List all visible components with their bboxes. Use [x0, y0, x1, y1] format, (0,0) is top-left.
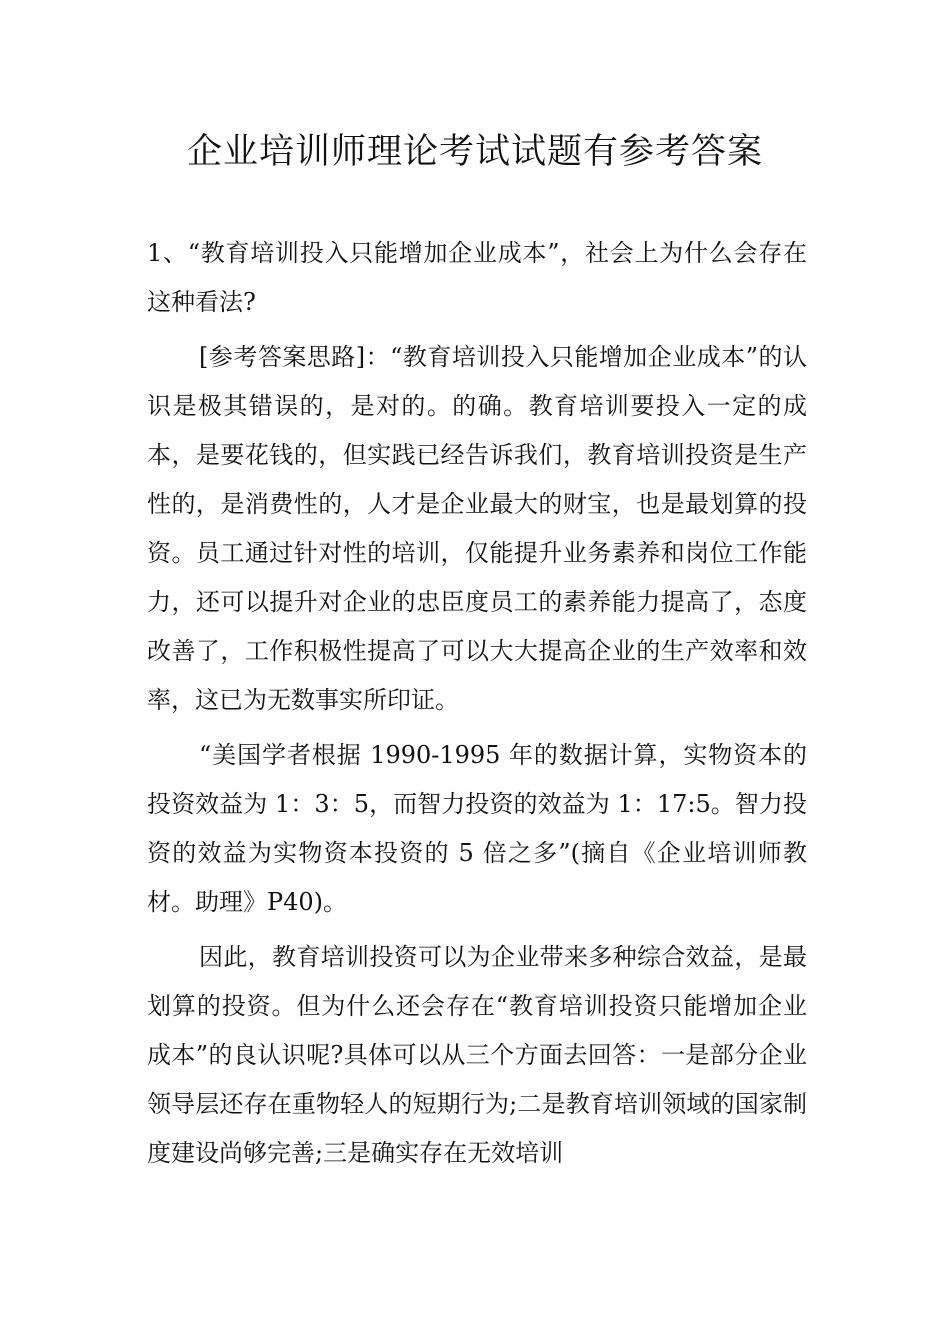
paragraph-answer-reasoning: [参考答案思路]：“教育培训投入只能增加企业成本”的认识是极其错误的，是对的。的确。教育培训要投入一定的成本，是要花钱的，但实践已经告诉我们，教育培训投资是生产性的，是消费性的，人才是企业最大的财宝，也是最划算的投资。员工通过针对性的培训，仅能提升业务素养和岗位工作能力，还可以提升对企业的忠臣度员工的素养能力提高了，态度改善了，工作积极性提高了可以大大提高企业的生产效率和效率，这已为无数事实所印证。	[147, 343, 807, 714]
paragraph-question-1: 1、“教育培训投入只能增加企业成本”，社会上为什么会存在这种看法?	[147, 239, 807, 316]
paragraph-quotation: “美国学者根据 1990-1995 年的数据计算，实物资本的投资效益为 1：3：5，而智力投资的效益为 1：17:5。智力投资的效益为实物资本投资的 5 倍之多”(摘自《企业培训师教材。助理》P40)。	[147, 741, 807, 916]
document-title: 企业培训师理论考试试题有参考答案	[186, 132, 763, 172]
document-body	[147, 229, 807, 1184]
paragraph-conclusion: 因此，教育培训投资可以为企业带来多种综合效益，是最划算的投资。但为什么还会存在“教育培训投资只能增加企业成本”的良认识呢?具体可以从三个方面去回答：一是部分企业领导层还存在重物轻人的短期行为;二是教育培训领域的国家制度建设尚够完善;三是确实存在无效培训	[147, 943, 807, 1167]
